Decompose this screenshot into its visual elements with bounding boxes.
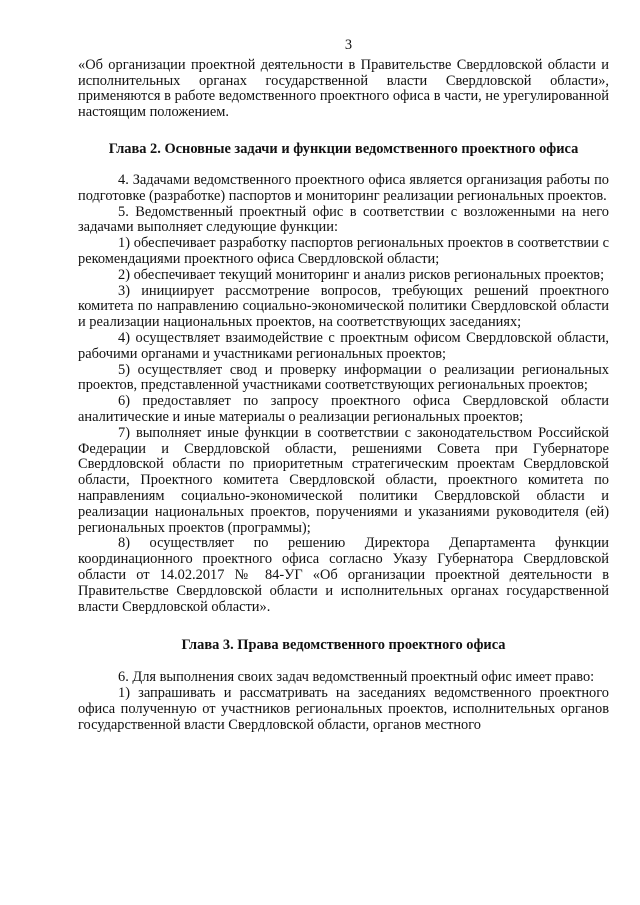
function-item-2: 2) обеспечивает текущий мониторинг и анализ рисков региональных проектов;	[118, 266, 605, 283]
intro-paragraph: «Об организации проектной деятельности в Правительстве Свердловской области и исполнительных органах государственной власти Свердловской области», применяются в работе ведомственного проектного офиса в части, не урегулированной настоящим положением.	[78, 56, 609, 121]
right-item-1: 1) запрашивать и рассматривать на заседаниях ведомственного проектного офиса полученную от участников региональных проектов, исполнительных органов государственной власти Свердловской области, органов местного	[78, 685, 609, 733]
function-item-6: 6) предоставляет по запросу проектного офиса Свердловской области аналитические и иные материалы о реализации региональных проектов;	[78, 393, 609, 425]
paragraph-5: 5. Ведомственный проектный офис в соответствии с возложенными на него задачами выполняет следующие функции:	[78, 203, 609, 236]
function-item-5: 5) осуществляет свод и проверку информации о реализации региональных проектов, представленной участниками соответствующих региональных проектов;	[78, 361, 609, 394]
document-page	[78, 38, 609, 733]
chapter-3-heading: Глава 3. Права ведомственного проектного офиса	[181, 637, 506, 654]
paragraph-4: 4. Задачами ведомственного проектного офиса является организация работы по подготовке (разработке) паспортов и мониторинг реализации региональных проектов.	[78, 171, 609, 204]
function-item-4: 4) осуществляет взаимодействие с проектным офисом Свердловской области, рабочими органами и участниками региональных проектов;	[78, 329, 609, 362]
function-item-7: 7) выполняет иные функции в соответствии с законодательством Российской Федерации и Свердловской области, решениями Совета при Губернаторе Свердловской области по приоритетным стратегическим проектам Свердловской области, Проектного комитета Свердловской области, проектного комитета по направлениям социально-экономической политики Свердловской области и реализации национальных проектов, поручениями и указаниями руководителя (ей) региональных проектов (программы);	[78, 424, 609, 536]
function-item-1: 1) обеспечивает разработку паспортов региональных проектов в соответствии с рекомендациями проектного офиса Свердловской области;	[78, 235, 609, 267]
chapter-2-heading: Глава 2. Основные задачи и функции ведомственного проектного офиса	[108, 140, 579, 157]
page-number: 3	[344, 37, 353, 53]
paragraph-6: 6. Для выполнения своих задач ведомственный проектный офис имеет право:	[118, 669, 595, 686]
function-item-3: 3) инициирует рассмотрение вопросов, требующих решений проектного комитета по направлению социально-экономической политики Свердловской области и реализации национальных проектов, на соответствующих заседаниях;	[78, 282, 609, 331]
function-item-8: 8) осуществляет по решению Директора Департамента функции координационного проектного офиса согласно Указу Губернатора Свердловской области от 14.02.2017 № 84-УГ «Об организации проектной деятельности в Правительстве Свердловской области и исполнительных органах государственной власти Свердловской области».	[78, 535, 609, 615]
